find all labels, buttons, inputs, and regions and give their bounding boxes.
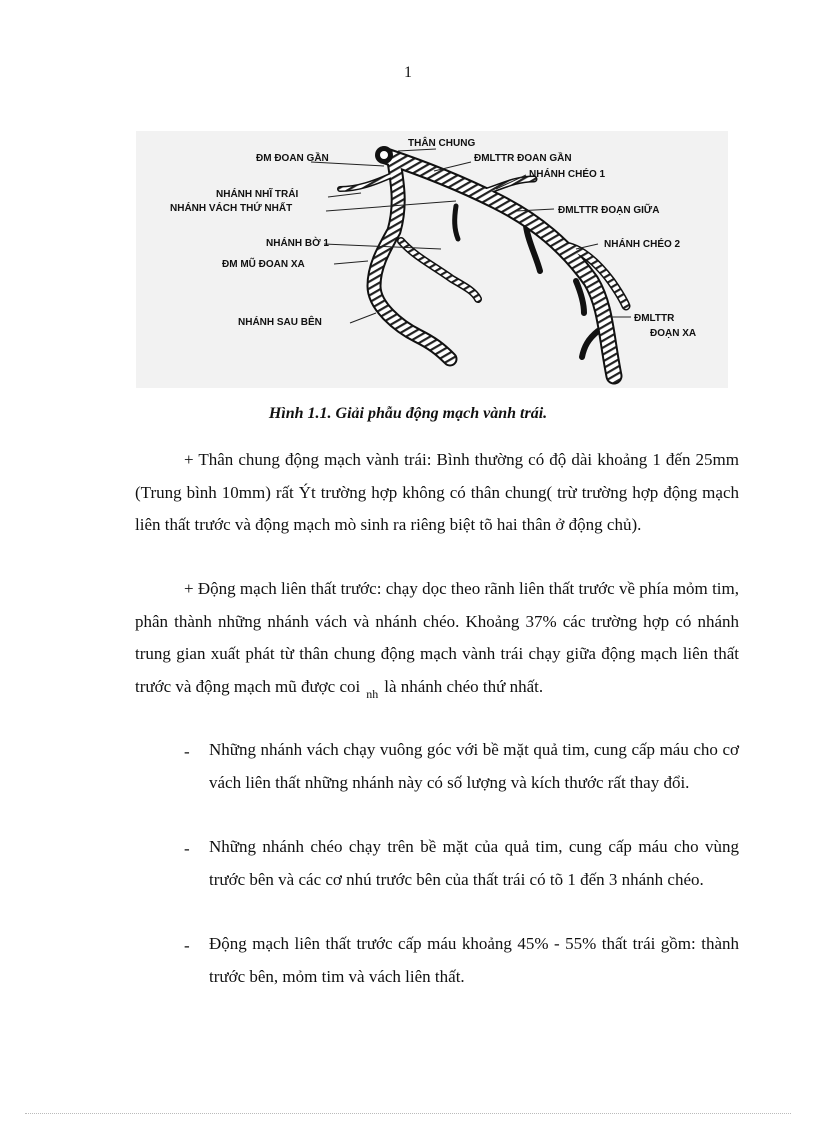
footer-divider xyxy=(25,1113,791,1114)
figure-caption: Hình 1.1. Giải phẫu động mạch vành trái. xyxy=(268,405,548,422)
paragraph-lad-tail: là nhánh chéo thứ nhất. xyxy=(384,676,544,696)
label-dm-mu-doan-xa: ĐM MŨ ĐOAN XA xyxy=(222,259,305,270)
page-number: 1 xyxy=(404,64,412,81)
paragraph-lad xyxy=(135,573,739,710)
septal-branch-vessel xyxy=(455,206,458,239)
lad-branch-b xyxy=(576,281,584,313)
label-dmlttr-doan-gan: ĐMLTTR ĐOAN GẦN xyxy=(474,153,572,164)
label-dmlttr: ĐMLTTR xyxy=(634,313,675,324)
bullet-mark: - xyxy=(184,936,190,955)
bullet-mark: - xyxy=(184,839,190,858)
bullet-blood-supply: Động mạch liên thất trước cấp máu khoảng 45% - 55% thất trái gồm: thành trước bên, mỏm tim và vách liên thất. xyxy=(209,934,739,986)
label-nhanh-sau-ben: NHÁNH SAU BÊN xyxy=(238,317,322,328)
label-nhanh-vach-thu-nhat: NHÁNH VÁCH THỨ NHẤT xyxy=(170,203,293,214)
lad-branch-c xyxy=(582,331,598,357)
coronary-artery-figure xyxy=(136,131,728,388)
label-dmlttr-doan-giua: ĐMLTTR ĐOẠN GIỮA xyxy=(558,205,660,216)
label-nhanh-cheo-2: NHÁNH CHÉO 2 xyxy=(604,239,681,250)
label-than-chung: THÂN CHUNG xyxy=(408,138,476,149)
label-nhanh-nhi-trai: NHÁNH NHĨ TRÁI xyxy=(216,189,299,200)
artery-diagram xyxy=(136,131,728,388)
bullet-diagonal: Những nhánh chéo chạy trên bề mặt của quả tim, cung cấp máu cho vùng trước bên và các cơ nhú trước bên của thất trái có tõ 1 đến 3 nhánh chéo. xyxy=(209,837,739,889)
paragraph-lad-sub: nh xyxy=(366,686,379,701)
label-dm-doan-gan: ĐM ĐOAN GẦN xyxy=(256,153,329,164)
label-doan-xa: ĐOẠN XA xyxy=(650,328,697,339)
paragraph-than-chung: + Thân chung động mạch vành trái: Bình thường có độ dài khoảng 1 đến 25mm (Trung bình 10mm) rất Ýt trường hợp không có thân chung( trừ trường hợp động mạch liên thất trước và động mạch mò sinh ra riêng biệt tõ hai thân ở động chủ). xyxy=(135,450,739,535)
bullet-mark: - xyxy=(184,742,190,761)
label-nhanh-cheo-1: NHÁNH CHÉO 1 xyxy=(529,169,606,180)
label-nhanh-bo-1: NHÁNH BỜ 1 xyxy=(266,238,329,249)
bullet-septal: Những nhánh vách chạy vuông góc với bề mặt quả tim, cung cấp máu cho cơ vách liên thất những nhánh này có số lượng và kích thước rất thay đổi. xyxy=(209,740,739,792)
paragraph-lad-main: + Động mạch liên thất trước: chạy dọc theo rãnh liên thất trước về phía mỏm tim, phân thành những nhánh vách và nhánh chéo. Khoảng 37% các trường hợp có nhánh trung gian xuất phát từ thân chung động mạch vành trái chạy giữa động mạch liên thất trước và động mạch mũ được coi xyxy=(135,579,739,696)
